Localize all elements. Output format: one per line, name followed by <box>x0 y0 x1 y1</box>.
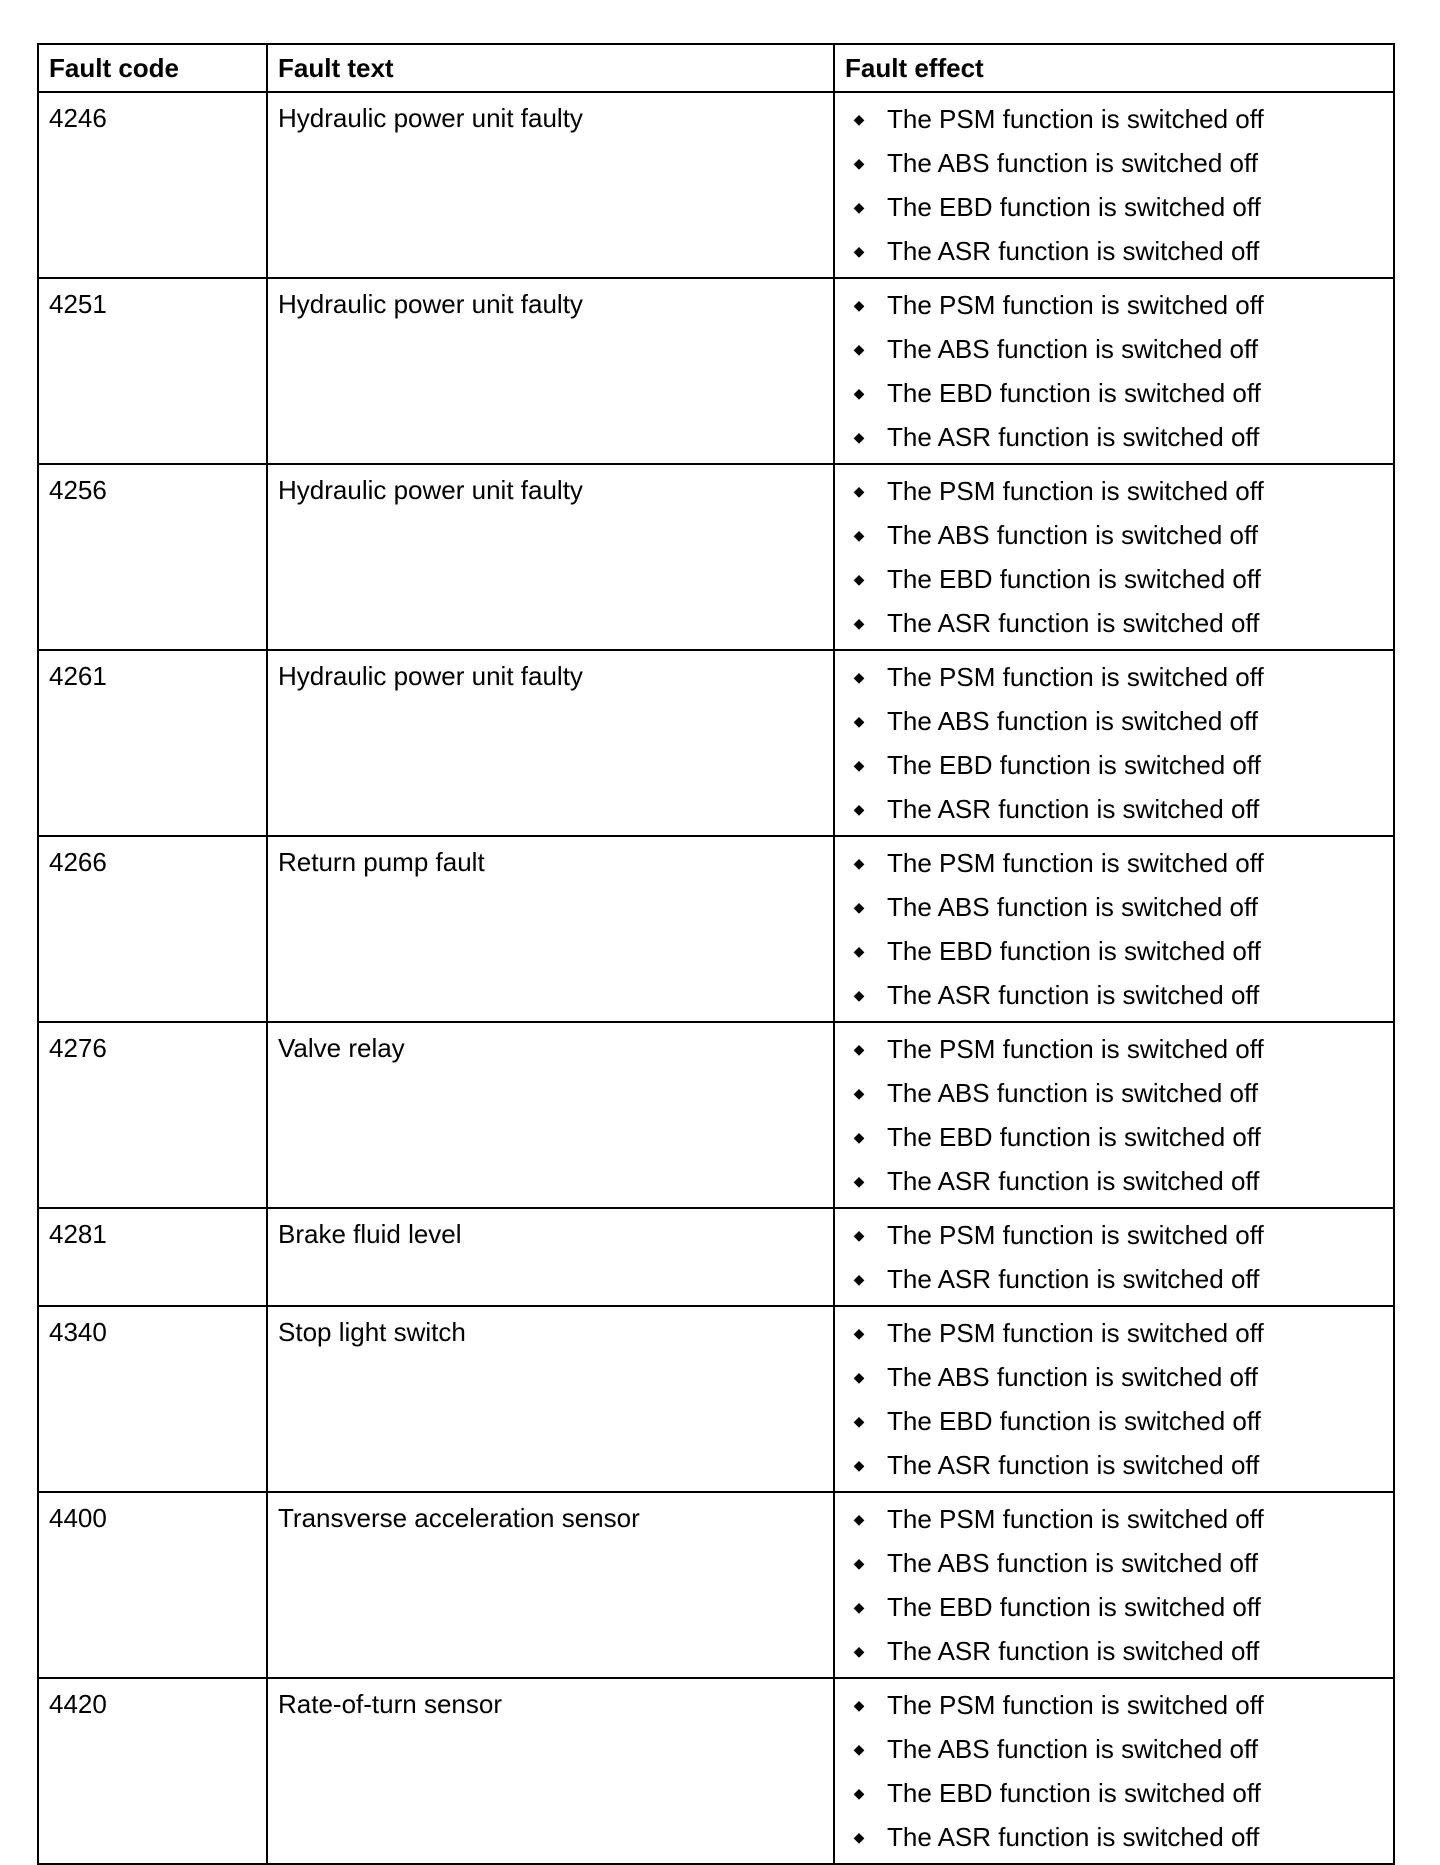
diamond-bullet-icon: ◆ <box>853 713 865 729</box>
diamond-bullet-icon: ◆ <box>853 385 865 401</box>
diamond-bullet-icon: ◆ <box>853 1829 865 1845</box>
fault-effect-text: The EBD function is switched off <box>887 936 1261 966</box>
fault-effect-text: The ASR function is switched off <box>887 236 1260 266</box>
diamond-bullet-icon: ◆ <box>853 571 865 587</box>
fault-effect-text: The ASR function is switched off <box>887 794 1260 824</box>
fault-effect-cell <box>834 650 1394 836</box>
diamond-bullet-icon: ◆ <box>853 111 865 127</box>
list-item <box>835 1541 1393 1585</box>
list-item <box>835 885 1393 929</box>
diamond-bullet-icon: ◆ <box>853 297 865 313</box>
list-item <box>835 1399 1393 1443</box>
fault-text-cell: Rate-of-turn sensor <box>267 1678 834 1864</box>
fault-effect-text: The ABS function is switched off <box>887 334 1258 364</box>
fault-effect-text: The ASR function is switched off <box>887 1166 1260 1196</box>
fault-effect-list <box>835 283 1393 459</box>
header-fault-effect: Fault effect <box>834 44 1394 92</box>
table-row <box>38 836 1394 1022</box>
fault-effect-cell <box>834 1306 1394 1492</box>
list-item <box>835 929 1393 973</box>
fault-code-cell: 4266 <box>38 836 267 1022</box>
list-item <box>835 1071 1393 1115</box>
list-item <box>835 1159 1393 1203</box>
diamond-bullet-icon: ◆ <box>853 1129 865 1145</box>
fault-effect-cell <box>834 1678 1394 1864</box>
list-item <box>835 1443 1393 1487</box>
fault-code-cell: 4281 <box>38 1208 267 1306</box>
list-item <box>835 743 1393 787</box>
list-item <box>835 1311 1393 1355</box>
diamond-bullet-icon: ◆ <box>853 1041 865 1057</box>
diamond-bullet-icon: ◆ <box>853 1741 865 1757</box>
fault-text-cell: Hydraulic power unit faulty <box>267 650 834 836</box>
header-fault-code: Fault code <box>38 44 267 92</box>
list-item <box>835 141 1393 185</box>
diamond-bullet-icon: ◆ <box>853 987 865 1003</box>
list-item <box>835 655 1393 699</box>
fault-effect-list <box>835 469 1393 645</box>
fault-effect-list <box>835 841 1393 1017</box>
fault-effect-text: The PSM function is switched off <box>887 662 1264 692</box>
table-row <box>38 278 1394 464</box>
diamond-bullet-icon: ◆ <box>853 1325 865 1341</box>
fault-effect-cell <box>834 278 1394 464</box>
fault-effect-text: The ABS function is switched off <box>887 1734 1258 1764</box>
fault-effect-text: The EBD function is switched off <box>887 192 1261 222</box>
fault-effect-list <box>835 1311 1393 1487</box>
diamond-bullet-icon: ◆ <box>853 757 865 773</box>
fault-code-cell: 4256 <box>38 464 267 650</box>
list-item <box>835 1355 1393 1399</box>
fault-effect-text: The PSM function is switched off <box>887 290 1264 320</box>
fault-effect-text: The PSM function is switched off <box>887 1034 1264 1064</box>
fault-code-cell: 4340 <box>38 1306 267 1492</box>
list-item <box>835 841 1393 885</box>
fault-text-cell: Brake fluid level <box>267 1208 834 1306</box>
fault-effect-text: The EBD function is switched off <box>887 750 1261 780</box>
list-item <box>835 1629 1393 1673</box>
diamond-bullet-icon: ◆ <box>853 1369 865 1385</box>
fault-effect-list <box>835 1683 1393 1859</box>
fault-text-cell: Hydraulic power unit faulty <box>267 278 834 464</box>
fault-effect-list <box>835 1213 1393 1301</box>
diamond-bullet-icon: ◆ <box>853 669 865 685</box>
fault-effect-text: The PSM function is switched off <box>887 1504 1264 1534</box>
list-item <box>835 283 1393 327</box>
fault-effect-list <box>835 97 1393 273</box>
table-row <box>38 92 1394 278</box>
diamond-bullet-icon: ◆ <box>853 1227 865 1243</box>
list-item <box>835 229 1393 273</box>
list-item <box>835 371 1393 415</box>
diamond-bullet-icon: ◆ <box>853 1785 865 1801</box>
diamond-bullet-icon: ◆ <box>853 1555 865 1571</box>
diamond-bullet-icon: ◆ <box>853 1697 865 1713</box>
list-item <box>835 327 1393 371</box>
table-row <box>38 1208 1394 1306</box>
diamond-bullet-icon: ◆ <box>853 1413 865 1429</box>
list-item <box>835 699 1393 743</box>
diamond-bullet-icon: ◆ <box>853 1599 865 1615</box>
fault-effect-text: The ABS function is switched off <box>887 1362 1258 1392</box>
fault-text-cell: Transverse acceleration sensor <box>267 1492 834 1678</box>
fault-effect-text: The PSM function is switched off <box>887 476 1264 506</box>
diamond-bullet-icon: ◆ <box>853 1457 865 1473</box>
table-header <box>38 44 1394 92</box>
diamond-bullet-icon: ◆ <box>853 615 865 631</box>
list-item <box>835 1727 1393 1771</box>
table-row <box>38 1492 1394 1678</box>
fault-effect-text: The EBD function is switched off <box>887 1406 1261 1436</box>
fault-effect-text: The PSM function is switched off <box>887 1690 1264 1720</box>
fault-effect-text: The PSM function is switched off <box>887 104 1264 134</box>
list-item <box>835 1027 1393 1071</box>
fault-code-cell: 4420 <box>38 1678 267 1864</box>
fault-effect-cell <box>834 1022 1394 1208</box>
diamond-bullet-icon: ◆ <box>853 1271 865 1287</box>
fault-effect-text: The PSM function is switched off <box>887 1220 1264 1250</box>
fault-effect-text: The ABS function is switched off <box>887 1078 1258 1108</box>
fault-effect-text: The ABS function is switched off <box>887 706 1258 736</box>
diamond-bullet-icon: ◆ <box>853 527 865 543</box>
diamond-bullet-icon: ◆ <box>853 1173 865 1189</box>
list-item <box>835 469 1393 513</box>
fault-text-cell: Stop light switch <box>267 1306 834 1492</box>
list-item <box>835 185 1393 229</box>
diamond-bullet-icon: ◆ <box>853 429 865 445</box>
list-item <box>835 557 1393 601</box>
fault-effect-cell <box>834 1492 1394 1678</box>
fault-effect-text: The ASR function is switched off <box>887 422 1260 452</box>
diamond-bullet-icon: ◆ <box>853 199 865 215</box>
table-row <box>38 464 1394 650</box>
header-fault-text: Fault text <box>267 44 834 92</box>
diamond-bullet-icon: ◆ <box>853 1085 865 1101</box>
diamond-bullet-icon: ◆ <box>853 483 865 499</box>
fault-code-cell: 4246 <box>38 92 267 278</box>
fault-text-cell: Return pump fault <box>267 836 834 1022</box>
fault-effect-text: The ABS function is switched off <box>887 520 1258 550</box>
list-item <box>835 1815 1393 1859</box>
fault-effect-text: The PSM function is switched off <box>887 848 1264 878</box>
fault-effect-text: The EBD function is switched off <box>887 1592 1261 1622</box>
fault-effect-text: The ABS function is switched off <box>887 148 1258 178</box>
fault-code-cell: 4276 <box>38 1022 267 1208</box>
fault-text-cell: Valve relay <box>267 1022 834 1208</box>
fault-effect-list <box>835 1497 1393 1673</box>
fault-effect-text: The ASR function is switched off <box>887 1450 1260 1480</box>
fault-effect-list <box>835 655 1393 831</box>
table-row <box>38 650 1394 836</box>
list-item <box>835 1585 1393 1629</box>
table-row <box>38 1306 1394 1492</box>
table-body <box>38 92 1394 1864</box>
list-item <box>835 1213 1393 1257</box>
table-row <box>38 1678 1394 1864</box>
diamond-bullet-icon: ◆ <box>853 801 865 817</box>
fault-effect-text: The ASR function is switched off <box>887 1636 1260 1666</box>
fault-effect-cell <box>834 92 1394 278</box>
diamond-bullet-icon: ◆ <box>853 1511 865 1527</box>
fault-effect-text: The ABS function is switched off <box>887 892 1258 922</box>
list-item <box>835 1771 1393 1815</box>
fault-effect-text: The EBD function is switched off <box>887 1778 1261 1808</box>
diamond-bullet-icon: ◆ <box>853 1643 865 1659</box>
list-item <box>835 1115 1393 1159</box>
list-item <box>835 513 1393 557</box>
list-item <box>835 973 1393 1017</box>
fault-effect-cell <box>834 836 1394 1022</box>
fault-effect-cell <box>834 464 1394 650</box>
fault-effect-text: The PSM function is switched off <box>887 1318 1264 1348</box>
diamond-bullet-icon: ◆ <box>853 243 865 259</box>
fault-text-cell: Hydraulic power unit faulty <box>267 92 834 278</box>
list-item <box>835 601 1393 645</box>
list-item <box>835 1257 1393 1301</box>
fault-effect-list <box>835 1027 1393 1203</box>
fault-text-cell: Hydraulic power unit faulty <box>267 464 834 650</box>
list-item <box>835 415 1393 459</box>
fault-effect-text: The ASR function is switched off <box>887 608 1260 638</box>
list-item <box>835 1683 1393 1727</box>
diamond-bullet-icon: ◆ <box>853 155 865 171</box>
list-item <box>835 787 1393 831</box>
header-row <box>38 44 1394 92</box>
diamond-bullet-icon: ◆ <box>853 855 865 871</box>
fault-effect-text: The ASR function is switched off <box>887 980 1260 1010</box>
fault-effect-text: The EBD function is switched off <box>887 564 1261 594</box>
diamond-bullet-icon: ◆ <box>853 943 865 959</box>
fault-effect-text: The EBD function is switched off <box>887 1122 1261 1152</box>
diamond-bullet-icon: ◆ <box>853 899 865 915</box>
fault-table <box>37 43 1395 1865</box>
table-row <box>38 1022 1394 1208</box>
fault-code-cell: 4251 <box>38 278 267 464</box>
fault-code-cell: 4261 <box>38 650 267 836</box>
fault-effect-text: The ASR function is switched off <box>887 1822 1260 1852</box>
fault-effect-text: The ASR function is switched off <box>887 1264 1260 1294</box>
fault-effect-text: The ABS function is switched off <box>887 1548 1258 1578</box>
fault-effect-text: The EBD function is switched off <box>887 378 1261 408</box>
diamond-bullet-icon: ◆ <box>853 341 865 357</box>
fault-effect-cell <box>834 1208 1394 1306</box>
list-item <box>835 97 1393 141</box>
fault-code-cell: 4400 <box>38 1492 267 1678</box>
list-item <box>835 1497 1393 1541</box>
